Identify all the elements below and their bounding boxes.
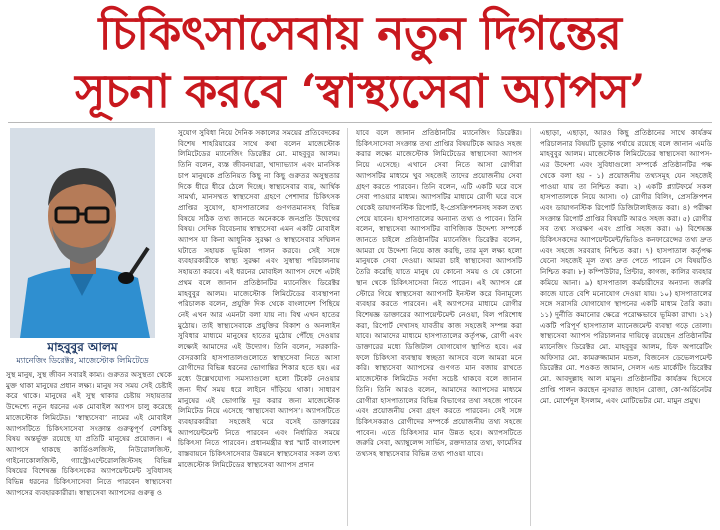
column-1-text: সুযোগ সুবিধা নিয়ে দৈনিক সকালের সময়ের প্রতিবেদকের বিশেষ শাহরিয়ারের সাথে কথা বলেন মাজেস্টোক লিমিটেডের ম্যানেজিং ডিরেক্টর মো. মাহবুবুর আলম। তিনি বলেন, ব্যস্ত জীবনযাত্রা, খাদ্যাভ্যাস এবং মানসিক চাপ মানুষকে প্রতিনিয়ত কিছু না কিছু গুরুতর অসুস্থতার দিকে ধীরে ধীরে ঠেলে দিচ্ছে। স্বাস্থ্যসেবার ব্যয়, আর্থিক সামর্থ্য, মানসম্মত স্বাস্থ্যসেবা গ্রহণে পেশাদার চিকিৎসক প্রাপ্তির সুযোগ, হাসপাতালের গুণগতমানসহ বিভিন্ন বিষয়ে সঠিক তথ্য জানতে অনেককে জনপ্রতি উদ্বেগের বিষয়। সেদিক বিবেচনায় স্বাস্থ্যসেবা এমন একটি মোবাইল অ্যাপস যা কিনা আধুনিক সুরক্ষা ও স্বাস্থ্যসেবার সম্মিলন ঘটাতে সহায়ক ভূমিকা পালন করবে। সেই সঙ্গে ব্যবহারকারীকে স্বাস্থ্য সুরক্ষা এবং সুস্বাস্থ্য পরিচালনায় সহায়তা করবে। এই ধরনের মোবাইল অ্যাপস দেশে এটাই প্রথম বলে জানান প্রতিষ্ঠানটির ম্যানেজিং ডিরেক্টর মাহবুবুর আলম। মাজেস্টোক লিমিটেডের ব্যবস্থাপনা পরিচালক বলেন, প্রযুক্তি দিক থেকে বাংলাদেশ পিছিয়ে নেই এখন আর এমনটা বলা যায় না। বিশ্ব এখন হাতের মুঠোয়। তাই স্বাস্থ্যসেবাকে প্রযুক্তির বিকাশ ও অনলাইন সুবিধার মাধ্যমে মানুষের হাতের মুঠোয় পৌঁছে দেওয়ার লক্ষ্যেই আমাদের এই উদ্যোগ। তিনি বলেন, সরকারি-বেসরকারি হাসপাতালগুলোতে স্বাস্থ্যসেবা নিতে আসা রোগীদের বিভিন্ন ধরনের ভোগান্তির শিকার হতে হয়। এর মধ্যে উল্লেখযোগ্য সমস্যাগুলো হলো টিকেট নেওয়ার জন্য দীর্ঘ সময় ধরে লাইনে দাঁড়িয়ে থাকা। সাধারণ মানুষের এই ভোগান্তি দূর করার জন্য মাজেস্টোক লিমিটেড নিয়ে এসেছে ‘স্বাস্থ্যসেবা অ্যাপস’। অ্যাপসটিতে ব্যবহারকারীরা সহজেই ঘরে বসেই ডাক্তারের অ্যাপয়েন্টমেন্ট নিতে পারবেন এবং নির্ধারিত সময়ে চিকিৎসা নিতে পারবেন। প্রধানমন্ত্রীর স্বপ্ন স্মার্ট বাংলাদেশ বাস্তবায়নে চিকিৎসাসেবার উন্নয়নে স্বাস্থ্যসেবার সকল তথ্য মাজেস্টোক লিমিটেডের স্বাস্থ্যসেবা অ্যাপস প্রদান (178, 128, 340, 469)
column-divider-1 (347, 128, 348, 526)
article-column-2 (356, 128, 522, 528)
article-column-1 (178, 128, 340, 528)
headline-line-2: সূচনা করবে ‘স্বাস্থ্যসেবা অ্যাপস’ (75, 64, 645, 118)
column-2-text: যাবে বলে জানান প্রতিষ্ঠানটির ম্যানেজিং ডিরেক্টর। চিকিৎসাসেবা সংক্রান্ত তথ্য প্রাপ্তির বিষয়টিকে আরও সহজ করার লক্ষ্যে মাজেস্টোক লিমিটেডের স্বাস্থ্যসেবা অ্যাপস নিয়ে এসেছে। এখানে সেবা নিতে আসা রোগীরা অ্যাপসটির মাধ্যমে খুব সহজেই তাদের প্রয়োজনীয় সেবা গ্রহণ করতে পারবেন। তিনি বলেন, এটি একটি ঘরে বসে সেবা পাওয়ার মাধ্যম। অ্যাপসটির মাধ্যমে রোগী ঘরে বসে থেকেই ডায়াগনস্টিক রিপোর্ট, ই-প্রেসক্রিপশনসহ সকল তথ্য পেয়ে যাবেন। হাসপাতালের অন্যান্য তথ্য ও পাবেন। তিনি বলেন, স্বাস্থ্যসেবা অ্যাপসটির বাণিজ্যিক উদ্দেশ্য সম্পর্কে জানতে চাইলে প্রতিষ্ঠানটির ম্যানেজিং ডিরেক্টর বলেন, আমরা যে উদ্দেশ্য নিয়ে কাজ করছি, তার মূল লক্ষ্য হলো মানুষকে সেবা দেওয়া। আমরা চাই স্বাস্থ্যসেবা অ্যাপসটি তৈরি করেছি যাতে মানুষ যে কোনো সময় ও যে কোনো স্থান থেকে চিকিৎসাসেবা নিতে পারেন। এই অ্যাপস প্লে স্টোরে গিয়ে স্বাস্থ্যসেবা অ্যাপসটি ইনস্টল করে বিনামূল্যে ব্যবহার করতে পারবেন। এই অ্যাপসের মাধ্যমে রোগীর বিশেষজ্ঞ ডাক্তারের অ্যাপয়েন্টমেন্ট নেওয়া, বিল পরিশোধ করা, রিপোর্ট দেখাসহ যাবতীয় কাজ সহজেই সম্পন্ন করা যাবে। আমাদের মাধ্যমে হাসপাতালের কর্তৃপক্ষ, রোগী এবং ডাক্তারের মধ্যে ডিজিটাল যোগাযোগ স্থাপিত হবে। এর ফলে চিকিৎসা ব্যবস্থায় স্বচ্ছতা আসবে বলে আমরা মনে করি। স্বাস্থ্যসেবা অ্যাপসের গুণগত মান বজায় রাখতে মাজেস্টোক লিমিটেড সর্বদা সচেষ্ট থাকবে বলে জানান তিনি। তিনি আরও বলেন, আমাদের অ্যাপসের মাধ্যমে রোগীরা হাসপাতালের বিভিন্ন বিভাগের তথ্য সহজে পাবেন এবং প্রয়োজনীয় সেবা গ্রহণ করতে পারবেন। সেই সঙ্গে চিকিৎসকরাও রোগীদের সম্পর্কে প্রয়োজনীয় তথ্য সহজে পাবেন। এতে চিকিৎসার মান উন্নত হবে। অ্যাপসটিতে জরুরি সেবা, অ্যাম্বুলেন্স সার্ভিস, রক্তদাতার তথ্য, ফার্মেসির তথ্যসহ স্বাস্থ্যসেবার বিভিন্ন তথ্য পাওয়া যাবে। (356, 128, 522, 459)
column-divider-2 (530, 128, 531, 526)
portrait-photo (10, 128, 155, 338)
portrait-illustration (10, 128, 155, 338)
caption-role: ম্যানেজিং ডিরেক্টর, মাজেস্টোক লিমিটেডে (16, 356, 149, 365)
photo-caption (10, 340, 155, 366)
caption-name: মাহবুবুর আলম (47, 340, 118, 354)
headline-rule (8, 122, 712, 123)
column-3-text: এছাড়া, এছাড়া, আরও কিছু প্রতিষ্ঠানের সাথে কার্যক্রম পরিচালনার বিষয়টি চূড়ান্ত পর্যায়ে রয়েছে বলে জানান এমডি মাহবুবুর আলম। মাজেস্টোক লিমিটেডের স্বাস্থ্যসেবা অ্যাপস-এর উদ্দেশ্য এবং সুবিধাগুলো সম্পর্কে প্রতিষ্ঠানটির পক্ষ থেকে বলা হয় - ১) প্রয়োজনীয় তথ্যসমূহ যেন সহজেই পাওয়া যায় তা নিশ্চিত করা। ২) একটি প্ল্যাটফর্মে সকল হাসপাতালকে নিয়ে আসা। ৩) রোগীর বিলিং, প্রেসক্রিপশন এবং ডায়াগনস্টিক রিপোর্ট ডিজিটালাইজড করা। ৪) পরীক্ষা সংক্রান্ত রিপোর্ট প্রাপ্তির বিষয়টি আরও সহজ করা। ৫) রোগীর সব তথ্য সংরক্ষণ এবং প্রাপ্তি সহজ করা। ৬) বিশেষজ্ঞ চিকিৎসকদের অ্যাপয়েন্টমেন্ট/ভিডিও কনফারেন্সের তথ্য দ্রুত এবং সহজে সরবরাহ নিশ্চিত করা। ৭) হাসপাতাল কর্তৃপক্ষ যেনো সহজেই মূল তথ্য দ্রুত পেতে পারেন সে বিষয়টিও নিশ্চিত করা। ৮) কম্পিউটার, প্রিন্টার, কাগজ, কালির ব্যবহার কমিয়ে আনা। ৯) হাসপাতাল কর্মচারীদের অন্যান্য জরুরি কাজে যাতে বেশি মনোযোগ দেওয়া যায়। ১০) হাসপাতালের সঙ্গে সরাসরি যোগাযোগ স্থাপনের একটি মাধ্যম তৈরি করা। ১১) দুর্নীতি কমানোর ক্ষেত্রে পরোক্ষভাবে ভূমিকা রাখা। ১২) একটি পরিপূর্ণ হাসপাতাল ম্যানেজমেন্ট ব্যবস্থা গড়ে তোলা। স্বাস্থ্যসেবা অ্যাপস পরিচালনার দায়িত্বে রয়েছেন প্রতিষ্ঠানটির ম্যানেজিং ডিরেক্টর মো. মাহবুবুর আলম, চিফ অপারেটিং অফিসার মো. কামরুজ্জামান মন্ডল, বিজনেস ডেভেলপমেন্ট ডিরেক্টর মো. শওকত জামান, সেলস এন্ড মার্কেটিং ডিরেক্টর মো. আবদুল্লাহ আল মামুন। প্রতিষ্ঠানটির কার্যক্রম হিসেবে প্রাপ্তি পালন করছেন নুসরাত জাহান রোজা, কো-অর্ডিনেটর মো. মোর্শেদুল ইসলাম, এবং মোটিভেটর মো. মামুন প্রমুখ। (540, 128, 712, 405)
column-left-text: সুস্থ মানুষ, সুস্থ জীবন সবারই কাম্য। গুরুতর অসুস্থতা থেকে মুক্ত থাকা মানুষের প্রধান লক্ষ্য। মানুষ সব সময় সেই চেষ্টাই করে থাকে। মানুষের এই সুস্থ থাকার চেষ্টায় সহায়তার উদ্দেশ্যে নতুন ধরনের এক মোবাইল অ্যাপস চালু করেছে মাজেস্টোক লিমিটেড। ‘স্বাস্থ্যসেবা’ নামের এই মোবাইল অ্যাপসটিতে চিকিৎসাসেবা সংক্রান্ত গুরুত্বপূর্ণ বেশকিছু বিষয় অন্তর্ভুক্ত রয়েছে যা প্রতিটি মানুষের প্রয়োজন। এ অ্যাপসে থাকছে কার্ডিওলজিস্ট, নিউরোলজিস্ট, গাইনোকোলজিস্ট, গ্যাস্ট্রোএন্টেরোলজিস্টসহ বিভিন্ন বিষয়ের বিশেষজ্ঞ চিকিৎসকের অ্যাপয়েন্টমেন্ট সুবিধাসহ বিভিন্ন ধরনের চিকিৎসাসেবা নিতে পারবেন স্বাস্থ্যসেবা অ্যাপসের ব্যবহারকারীরা। স্বাস্থ্যসেবা অ্যাপসের গুরুত্ব ও (6, 370, 172, 497)
headline-line-1: চিকিৎসাসেবায় নতুন দিগন্তের (98, 6, 622, 60)
article-column-3 (540, 128, 712, 528)
article-column-left (6, 370, 172, 528)
